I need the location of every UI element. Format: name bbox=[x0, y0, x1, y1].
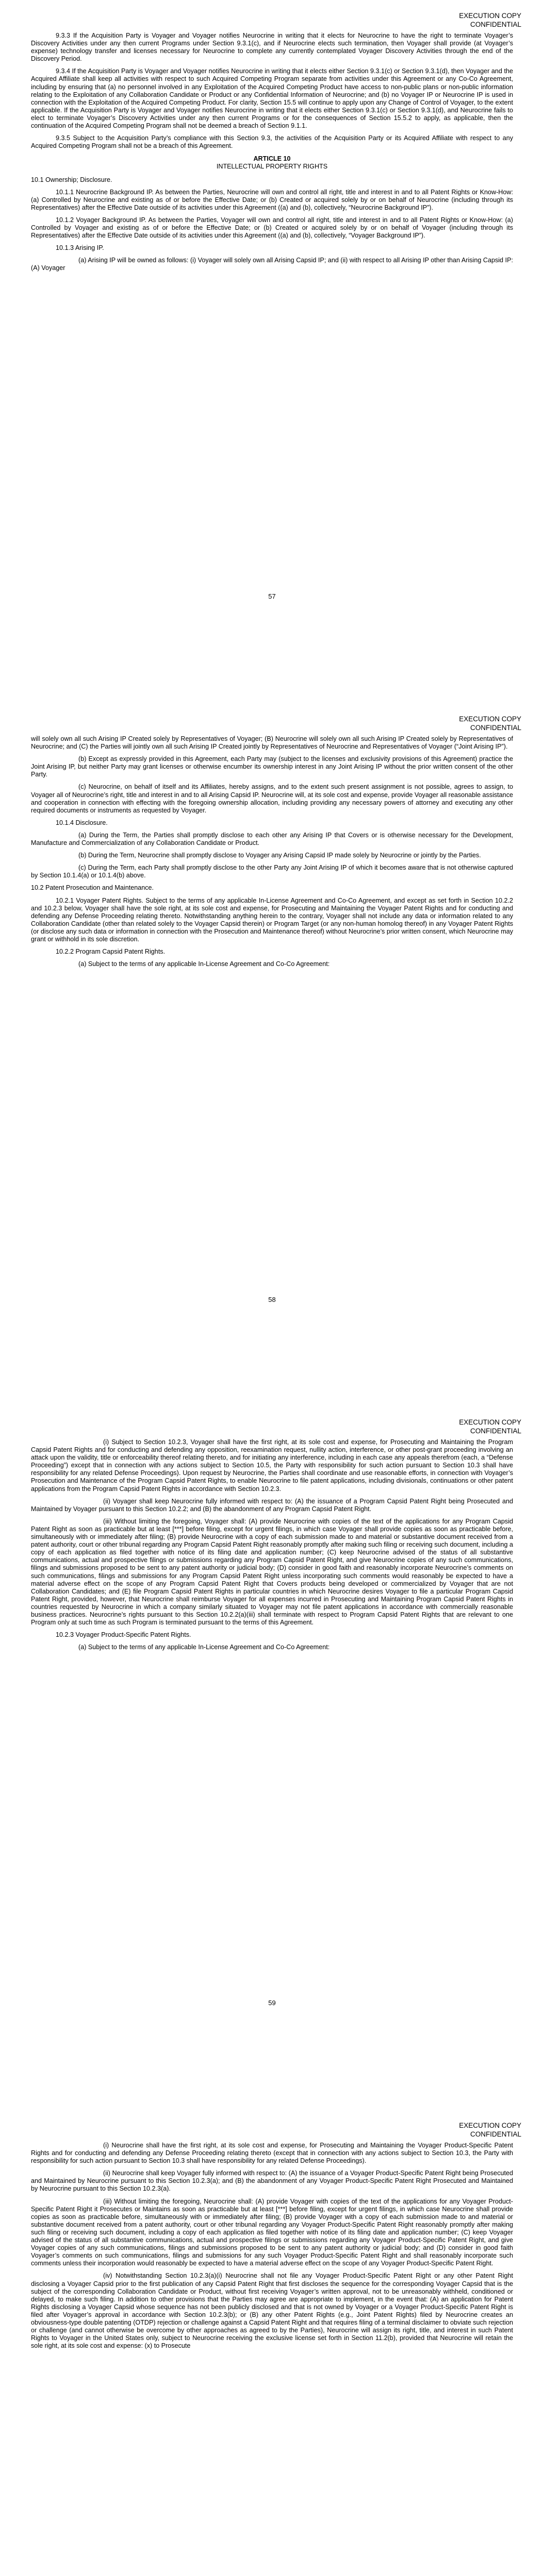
document-page-59 bbox=[0, 1406, 544, 2110]
page-number: 58 bbox=[268, 1296, 276, 1303]
para-10-2-3-a-iii: (iii) Without limiting the foregoing, Neurocrine shall: (A) provide Voyager with copies of the text of the applications for any Voyager Product-Specific Patent Right it Prosecutes or Maintains as soon as practicable but at least [***] before filing, except for urgent filings, in which case Neurocrine shall provide copies as soon as practicable before, simultaneously with or immediately after filing; (B) provide Voyager with a copy of each submission made to and material or substantive document received from a patent authority, court or other tribunal regarding any Voyager Product-Specific Patent Right reasonably promptly after making such filing or receiving such document, including a copy of each application as filed together with notice of its filing date and application number; (C) keep Voyager advised of the status of all substantive communications, actual and prospective filings or submissions regarding any Voyager Product-Specific Patent Right, and give Voyager copies of any such communications, filings and submissions proposed to be sent to any patent authority or judicial body; and (D) consider in good faith Voyager’s comments on such communications, filings and submissions for any such Voyager Product-Specific Patent Right and shall reasonably incorporate such comments unless their incorporation would reasonably be expected to have a material adverse effect on the scope of any Voyager Product-Specific Patent Right. bbox=[31, 2197, 513, 2267]
para-10-1-4-c: (c) During the Term, each Party shall promptly disclose to the other Party any Joint Arising IP of which it becomes aware that is not otherwise captured by Section 10.1.4(a) or 10.1.4(b) above. bbox=[31, 864, 513, 879]
para-10-2-3-a-ii: (ii) Neurocrine shall keep Voyager fully informed with respect to: (A) the issuance of a Voyager Product-Specific Patent Right being Prosecuted and Maintained by Neurocrine pursuant to this Section 10.2.3(a); and (B) the abandonment of any Voyager Product-Specific Patent Right Prosecuted and Maintained by Neurocrine pursuant to this Section 10.2.3(a). bbox=[31, 2170, 513, 2193]
para-10-1-3-a: (a) Arising IP will be owned as follows: (i) Voyager will solely own all Arising Capsid IP; and (ii) with respect to all Arising IP other than Arising Capsid IP: (A) Voyager bbox=[31, 257, 513, 272]
confidential-label: CONFIDENTIAL bbox=[470, 21, 521, 28]
para-10-2-2-a-iii: (iii) Without limiting the foregoing, Voyager shall: (A) provide Neurocrine with copies of the text of the applications for any Program Capsid Patent Right as soon as practicable but at least [***] before filing, except for urgent filings, in which case Voyager shall provide copies as soon as practicable before, simultaneously with or immediately after filing; (B) provide Neurocrine with a copy of each submission made to and material or substantive document received from a patent authority, court or other tribunal regarding any Program Capsid Patent Right reasonably promptly after making such filing or receiving such document, including a copy of each application as filed together with notice of its filing date and application number; (C) keep Neurocrine advised of the status of all substantive communications, actual and prospective filings or submissions regarding any Program Capsid Patent Right, and give Neurocrine copies of any such communications, filings and submissions proposed to be sent to any patent authority or judicial body; (D) consider in good faith and reasonably incorporate Neurocrine’s comments on such communications, filings and submissions for any Program Capsid Patent Right unless incorporating such comments would reasonably be expected to have a material adverse effect on the scope of any Program Capsid Patent Right that Covers products being developed or commercialized by Voyager that are not Collaboration Candidates; and (E) file Program Capsid Patent Rights in particular countries in which Neurocrine desires Voyager to file a particular Program Capsid Patent Right, provided, however, that Neurocrine shall reimburse Voyager for all expenses incurred in Prosecuting and Maintaining Program Capsid Patent Rights in countries requested by Neurocrine in which a company similarly situated to Voyager may not file patent applications in accordance with commercially reasonable business practices. Neurocrine’s rights pursuant to this Section 10.2.2(a)(iii) shall terminate with respect to Program Capsid Patent Rights that are relevant to one Program only at such time as such Program is terminated pursuant to the terms of this Agreement. bbox=[31, 1517, 513, 1626]
para-10-2-3-a-i: (i) Neurocrine shall have the first right, at its sole cost and expense, for Prosecuting and Maintaining the Voyager Product-Specific Patent Rights and for conducting and defending any Defense Proceeding relating thereto (except that in connection with any actions subject to Section 10.3, the Party with responsibility for such action pursuant to Section 10.3 shall have responsibility for any related Defense Proceedings). bbox=[31, 2142, 513, 2165]
document-page-57 bbox=[0, 0, 544, 703]
section-10-1-heading: 10.1 Ownership; Disclosure. bbox=[31, 176, 112, 183]
page-header bbox=[459, 11, 521, 29]
execution-copy-label: EXECUTION COPY bbox=[459, 715, 521, 723]
execution-copy-label: EXECUTION COPY bbox=[459, 12, 521, 20]
page-header bbox=[459, 715, 521, 732]
document-page-60 bbox=[0, 2110, 544, 2576]
para-10-2-2-a: (a) Subject to the terms of any applicable In-License Agreement and Co-Co Agreement: bbox=[78, 960, 330, 968]
confidential-label: CONFIDENTIAL bbox=[470, 2130, 521, 2138]
page-number: 59 bbox=[268, 1999, 276, 2007]
page-number: 57 bbox=[268, 592, 276, 600]
para-10-1-3-b: (b) Except as expressly provided in this Agreement, each Party may (subject to the licenses and exclusivity provisions of this Agreement) practice the Joint Arising IP, but neither Party may grant licenses or otherwise encumber its ownership interest in any Joint Arising IP without the prior written consent of the other Party. bbox=[31, 755, 513, 778]
para-10-2-3-a: (a) Subject to the terms of any applicable In-License Agreement and Co-Co Agreement: bbox=[78, 1643, 330, 1651]
document-page-58 bbox=[0, 703, 544, 1406]
para-10-1-4-b: (b) During the Term, Neurocrine shall promptly disclose to Voyager any Arising Capsid IP made solely by Neurocrine or jointly by the Parties. bbox=[78, 852, 481, 859]
para-10-1-3-c: (c) Neurocrine, on behalf of itself and its Affiliates, hereby assigns, and to the extent such present assignment is not possible, agrees to assign, to Voyager all of Neurocrine’s right, title and interest in and to all Arising Capsid IP. Neurocrine will, at its sole cost and expense, provide Voyager all reasonable assistance and cooperation in connection with effecting with the foregoing ownership allocation, including providing any necessary powers of attorney and executing any other required documents or instruments as requested by Voyager. bbox=[31, 783, 513, 814]
para-10-2-2-a-i: (i) Subject to Section 10.2.3, Voyager shall have the first right, at its sole cost and expense, for Prosecuting and Maintaining the Program Capsid Patent Rights and for conducting and defending any opposition, reexamination request, nullity action, interference, or other post-grant proceeding involving an attack upon the validity, title or enforceability thereof relating thereto, and for initiating any interference, including in each case any appeals therefrom (each, a “Defense Proceeding”) except that in connection with any actions subject to Section 10.5, the Party with responsibility for such action pursuant to Section 10.3 shall have responsibility for any related Defense Proceedings). Upon request by Neurocrine, the Parties shall coordinate and use reasonable efforts, in connection with Voyager’s Prosecution and Maintenance of the Program Capsid Patent Rights, to enable Neurocrine to file patent applications, including divisionals, continuations or other patent applications from the Program Capsid Patent Rights in accordance with Section 10.2.3. bbox=[31, 1438, 513, 1493]
para-10-1-3-heading: 10.1.3 Arising IP. bbox=[56, 244, 104, 252]
article-heading: ARTICLE 10 bbox=[253, 155, 291, 163]
para-9-3-5: 9.3.5 Subject to the Acquisition Party’s compliance with this Section 9.3, the activities of the Acquisition Party or its Acquired Affiliate with respect to any Acquired Competing Program shall not be a breach of this Agreement. bbox=[31, 134, 513, 150]
page-header bbox=[459, 2121, 521, 2139]
para-10-1-1: 10.1.1 Neurocrine Background IP. As between the Parties, Neurocrine will own and control all right, title and interest in and to all Patent Rights or Know-How: (a) Controlled by Neurocrine and existing as of or before the Effective Date; or (b) Created or acquired solely by or on behalf of Neurocrine (including through its Representatives) after the Effective Date outside of its activities under this Agreement ((a) and (b), collectively, “Neurocrine Background IP”). bbox=[31, 188, 513, 211]
para-10-2-3-a-iv: (iv) Notwithstanding Section 10.2.3(a)(i) Neurocrine shall not file any Voyager Product-Specific Patent Right or any other Patent Right disclosing a Voyager Capsid prior to the first publication of any Capsid Patent Right that first discloses the sequence for the corresponding Voyager Capsid that is the subject of the corresponding Collaboration Candidate or Product, without first receiving Voyager’s written approval, not to be unreasonably withheld, conditioned or delayed, to make such filing. In addition to other provisions that the Parties may agree are appropriate to implement, in the event that: (A) an application for Patent Rights disclosing a Voyager Capsid whose sequence has not been publicly disclosed and that is not owned by Voyager or a Voyager Product-Specific Patent Right is filed after Voyager’s approval in accordance with Section 10.2.3(b); or (B) any other Patent Rights (e.g., Joint Patent Rights) filed by Neurocrine creates an obviousness-type double patenting (OTDP) rejection or challenge against a Capsid Patent Right and that requires filing of a terminal disclaimer to obviate such rejection or challenge (and cannot otherwise be overcome by other approaches as agreed to by the Parties), Neurocrine will assign its right, title, and interest in such Patent Rights to Voyager in the United States only, subject to Neurocrine receiving the exclusive license set forth in Section 11.2(b), provided that Neurocrine will retain the sole right, at its sole cost and expense: (x) to Prosecute bbox=[31, 2272, 513, 2350]
page-body bbox=[31, 1438, 513, 1656]
confidential-label: CONFIDENTIAL bbox=[470, 1427, 521, 1435]
para-continued: will solely own all such Arising IP Created solely by Representatives of Voyager; (B) Neurocrine will solely own all such Arising IP Created solely by Representatives of Neurocrine; and (C) the Parties will jointly own all such Arising IP Created jointly by Representatives of Neurocrine and Representatives of Voyager (“Joint Arising IP”). bbox=[31, 735, 513, 751]
section-10-2-heading: 10.2 Patent Prosecution and Maintenance. bbox=[31, 884, 154, 892]
page-body bbox=[31, 735, 513, 973]
para-9-3-3: 9.3.3 If the Acquisition Party is Voyager and Voyager notifies Neurocrine in writing that it elects for Neurocrine to have the right to terminate Voyager’s Discovery Activities under any then current Programs under Section 9.3.1(c), and if Neurocrine elects such termination, then Voyager shall provide (at Voyager’s expense) technology transfer and licenses necessary for Neurocrine to complete any currently contemplated Voyager Discovery Activities through the end of the Discovery Period. bbox=[31, 32, 513, 63]
para-10-1-4-heading: 10.1.4 Disclosure. bbox=[56, 819, 108, 826]
execution-copy-label: EXECUTION COPY bbox=[459, 2122, 521, 2129]
para-9-3-4: 9.3.4 If the Acquisition Party is Voyager and Voyager notifies Neurocrine in writing that it elects either Section 9.3.1(c) or Section 9.3.1(d), then Voyager and the Acquired Affiliate shall keep all activities with respect to such Acquired Competing Program separate from activities under this Agreement or any Co-Co Agreement, including by ensuring that (a) no personnel involved in any Exploitation of the Acquired Competing Product have access to non-public plans or non-public information relating to the Exploitation of any Collaboration Candidate or Product or any Confidential Information of Neurocrine; and (b) no Voyager IP or Neurocrine IP is used in connection with the Exploitation of the Acquired Competing Product. For clarity, Section 15.5 will continue to apply upon any Change of Control of Voyager, to the extent applicable. If the Acquisition Party is Voyager and Voyager notifies Neurocrine in writing that it elects either Section 9.3.1(c) or Section 9.3.1(d), and Neurocrine fails to elect to terminate Voyager’s Discovery Activities under any then current Programs or for the consequences of Section 15.5.2 to apply, as applicable, then the continuation of the Acquired Competing Program shall not be deemed a breach of Section 9.1.1. bbox=[31, 67, 513, 130]
page-body bbox=[31, 2142, 513, 2354]
para-10-1-2: 10.1.2 Voyager Background IP. As between the Parties, Voyager will own and control all right, title and interest in and to all Patent Rights or Know-How: (a) Controlled by Voyager and existing as of or before the Effective Date; or (b) Created or acquired solely by or on behalf of Voyager (including through its Representatives) after the Effective Date outside of its activities under this Agreement ((a) and (b), collectively, “Voyager Background IP”). bbox=[31, 216, 513, 240]
para-10-2-1: 10.2.1 Voyager Patent Rights. Subject to the terms of any applicable In-License Agreement and Co-Co Agreement, and except as set forth in Section 10.2.2 and 10.2.3 below, Voyager shall have the sole right, at its sole cost and expense, for Prosecuting and Maintaining the Voyager Patent Rights and for conducting and defending any Defense Proceeding relating thereto. Notwithstanding anything herein to the contrary, Voyager shall not include any data or information related to any Collaboration Candidate (other than related solely to the Voyager Capsid therein) or Program Target (or any non-human homolog thereof) in any Voyager Patent Rights (or disclose any such data or information in connection with the Prosecution and Maintenance thereof) without Neurocrine’s prior written consent, which Neurocrine may grant or withhold in its sole discretion. bbox=[31, 896, 513, 943]
article-title: INTELLECTUAL PROPERTY RIGHTS bbox=[216, 163, 328, 171]
page-body bbox=[31, 32, 513, 277]
para-10-2-2-a-ii: (ii) Voyager shall keep Neurocrine fully informed with respect to: (A) the issuance of a Program Capsid Patent Right being Prosecuted and Maintained by Voyager pursuant to this Section 10.2.2; and (B) the abandonment of any Program Capsid Patent Right. bbox=[31, 1497, 513, 1513]
para-10-2-2-heading: 10.2.2 Program Capsid Patent Rights. bbox=[56, 948, 166, 956]
confidential-label: CONFIDENTIAL bbox=[470, 724, 521, 732]
para-10-1-4-a: (a) During the Term, the Parties shall promptly disclose to each other any Arising IP that Covers or is otherwise necessary for the Development, Manufacture and Commercialization of any Collaboration Candidate or Product. bbox=[31, 831, 513, 847]
page-header bbox=[459, 1418, 521, 1435]
para-10-2-3-heading: 10.2.3 Voyager Product-Specific Patent Rights. bbox=[56, 1631, 191, 1639]
execution-copy-label: EXECUTION COPY bbox=[459, 1418, 521, 1426]
